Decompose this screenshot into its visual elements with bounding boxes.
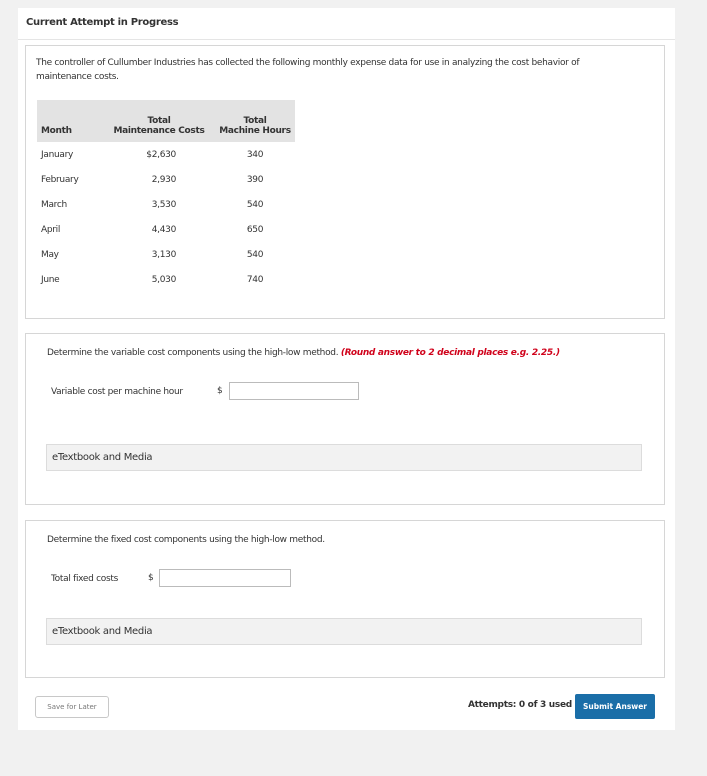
page-title: Current Attempt in Progress bbox=[26, 17, 179, 28]
hours-cell: 540 bbox=[246, 199, 264, 210]
rounding-note: (Round answer to 2 decimal places e.g. 2.25.) bbox=[340, 348, 560, 358]
submit-answer-button[interactable]: Submit Answer bbox=[575, 694, 655, 719]
part2-panel bbox=[25, 520, 665, 678]
save-for-later-button[interactable]: Save for Later bbox=[35, 696, 109, 718]
header-divider bbox=[18, 39, 675, 40]
month-cell: February bbox=[41, 174, 79, 185]
problem-intro: The controller of Cullumber Industries has collected the following monthly expense data for use in analyzing the cost behavior of maintenance costs. bbox=[36, 58, 580, 82]
table-row bbox=[37, 192, 295, 217]
column-header-maintenance-costs: Total Maintenance Costs bbox=[103, 100, 215, 142]
cost-cell: 3,130 bbox=[151, 249, 176, 260]
column-header-machine-hours: Total Machine Hours bbox=[215, 100, 295, 142]
variable-cost-label: Variable cost per machine hour bbox=[51, 387, 183, 397]
part1-panel bbox=[25, 333, 665, 505]
hours-cell: 540 bbox=[246, 249, 264, 260]
month-cell: January bbox=[41, 149, 74, 160]
table-row bbox=[37, 217, 295, 242]
assignment-page bbox=[18, 8, 675, 730]
part1-question bbox=[47, 348, 560, 358]
cost-cell: $2,630 bbox=[146, 149, 176, 160]
cost-cell: 3,530 bbox=[151, 199, 176, 210]
hours-cell: 390 bbox=[246, 174, 264, 185]
attempts-counter: Attempts: 0 of 3 used bbox=[468, 700, 572, 710]
variable-cost-input[interactable] bbox=[229, 382, 359, 400]
cost-cell: 4,430 bbox=[151, 224, 176, 235]
dollar-sign: $ bbox=[217, 386, 223, 396]
month-cell: April bbox=[41, 224, 61, 235]
month-cell: May bbox=[41, 249, 59, 260]
hours-cell: 650 bbox=[246, 224, 264, 235]
etextbook-media-link[interactable]: eTextbook and Media bbox=[46, 618, 642, 645]
table-row bbox=[37, 142, 295, 167]
cost-cell: 2,930 bbox=[151, 174, 176, 185]
fixed-cost-input[interactable] bbox=[159, 569, 291, 587]
table-row bbox=[37, 267, 295, 292]
part1-question-text: Determine the variable cost components using the high-low method. bbox=[47, 348, 339, 358]
fixed-cost-label: Total fixed costs bbox=[51, 574, 118, 584]
problem-panel bbox=[25, 45, 665, 319]
part2-question: Determine the fixed cost components using the high-low method. bbox=[47, 535, 325, 545]
dollar-sign: $ bbox=[148, 573, 154, 583]
hours-cell: 340 bbox=[246, 149, 264, 160]
month-cell: June bbox=[41, 274, 60, 285]
cost-cell: 5,030 bbox=[151, 274, 176, 285]
expense-table bbox=[37, 100, 295, 292]
table-row bbox=[37, 242, 295, 267]
column-header-month: Month bbox=[37, 100, 103, 142]
table-row bbox=[37, 167, 295, 192]
month-cell: March bbox=[41, 199, 67, 210]
etextbook-media-link[interactable]: eTextbook and Media bbox=[46, 444, 642, 471]
hours-cell: 740 bbox=[246, 274, 264, 285]
table-header-row bbox=[37, 100, 295, 142]
